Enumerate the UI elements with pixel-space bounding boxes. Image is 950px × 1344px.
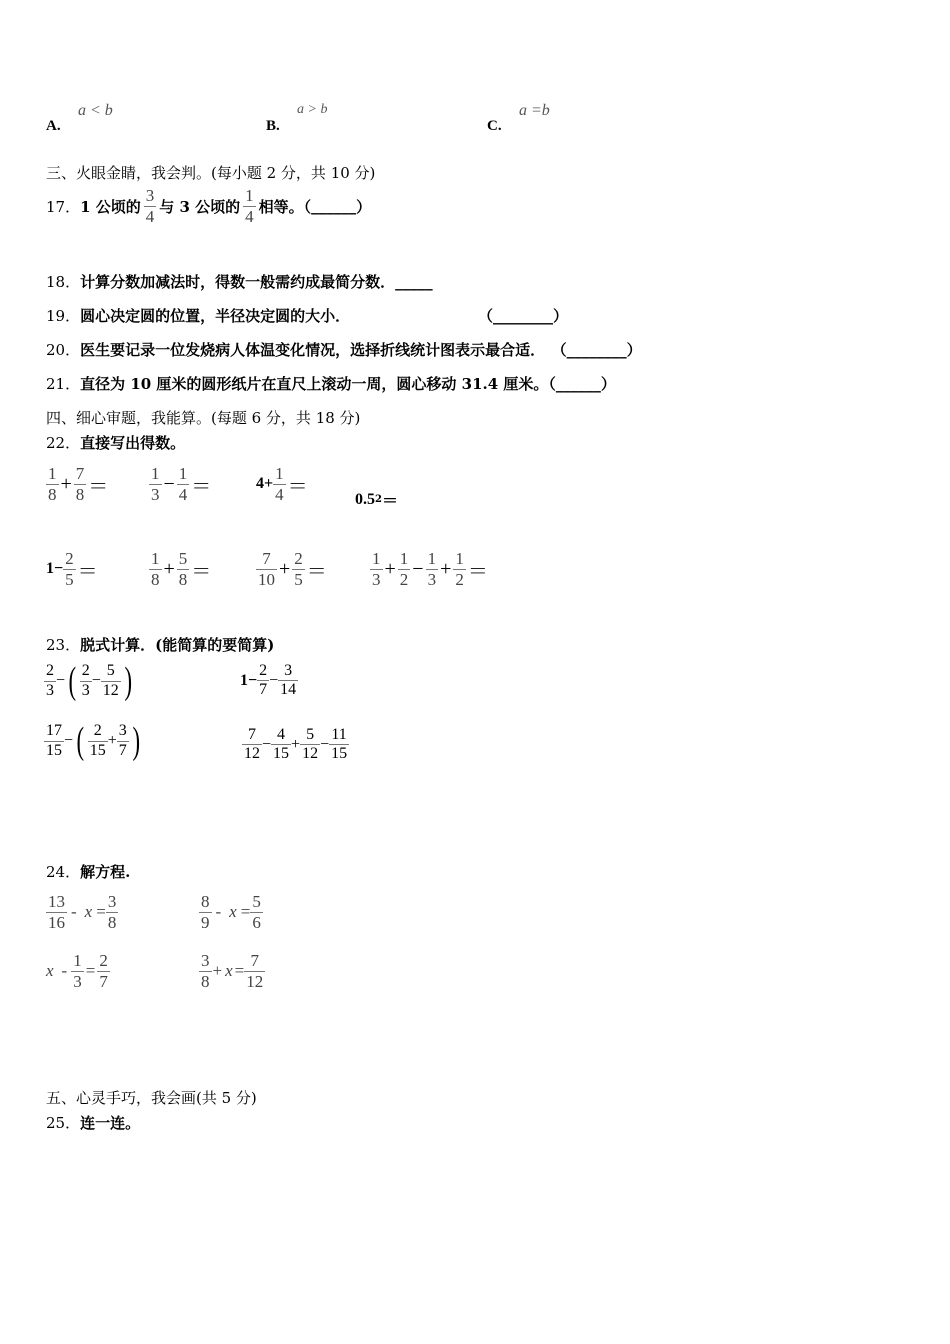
q21-answer-blank[interactable]: ______ — [555, 375, 601, 393]
q21-close: ） — [600, 375, 616, 393]
q19-open: （ — [478, 307, 494, 325]
option-c-expr: a =b — [519, 102, 550, 119]
q22-expr-5: 1− $\frac{2}{5}$ ＝ — [46, 549, 98, 589]
option-b-label: B. — [266, 118, 280, 134]
q23-number: 23． — [46, 636, 81, 654]
question-20 — [46, 339, 642, 360]
q23-expr-4: $\frac{7}{12}$ − $\frac{4}{15}$ + $\frac{5}{12}$ − $\frac{11}{15}$ — [244, 726, 348, 763]
q17-part2: 与 3 公顷的 — [159, 197, 241, 216]
q20-close: ） — [626, 341, 642, 359]
q23-expr-3: $\frac{17}{15}$ − ( $\frac{2}{15}$ + $\frac{3}{7}$ ) — [46, 720, 140, 762]
q23-expr-1: $\frac{2}{3}$ − ( $\frac{2}{3}$ − $\frac{5}{12}$ ) — [46, 660, 132, 702]
q24-equation-4: $\frac{3}{8}$ + x = $\frac{7}{12}$ — [201, 951, 264, 991]
q19-number: 19． — [46, 307, 81, 325]
q22-expr-1: $\frac{1}{8}$ + $\frac{7}{8}$ ＝ — [48, 464, 109, 504]
q22-expr-6: $\frac{1}{8}$ + $\frac{5}{8}$ ＝ — [151, 549, 212, 589]
option-a — [46, 116, 61, 135]
question-24 — [46, 861, 130, 882]
question-22 — [46, 432, 185, 453]
q22-expr-2: $\frac{1}{3}$ − $\frac{1}{4}$ ＝ — [151, 464, 212, 504]
option-c-label: C. — [487, 118, 502, 134]
section-4-title: 四、细心审题，我能算。(每题 6 分，共 18 分) — [46, 409, 361, 427]
question-21 — [46, 373, 616, 394]
q24-equation-1: $\frac{13}{16}$ - x = $\frac{3}{8}$ — [48, 892, 117, 932]
q24-number: 24． — [46, 863, 81, 881]
q22-text: 直接写出得数。 — [80, 434, 186, 452]
option-b — [266, 116, 280, 135]
q22-expr-8: $\frac{1}{3}$ + $\frac{1}{2}$ − $\frac{1}{3}$ + $\frac{1}{2}$ ＝ — [372, 549, 488, 589]
q17-part1: 1 公顷的 — [80, 197, 141, 216]
q17-close: ） — [356, 197, 372, 216]
q22-number: 22． — [46, 434, 81, 452]
q24-text: 解方程. — [80, 863, 131, 881]
question-19 — [46, 305, 350, 326]
q22-expr-7: $\frac{7}{10}$ + $\frac{2}{5}$ ＝ — [258, 549, 327, 589]
q18-number: 18． — [46, 273, 81, 291]
q21-number: 21． — [46, 375, 81, 393]
question-17 — [46, 186, 371, 226]
option-a-label: A. — [46, 118, 61, 134]
q20-number: 20． — [46, 341, 81, 359]
q17-number: 17． — [46, 197, 81, 216]
section-5-title: 五、心灵手巧，我会画(共 5 分) — [46, 1089, 257, 1107]
q18-answer-blank[interactable]: _____ — [395, 273, 433, 291]
question-18 — [46, 271, 433, 292]
q19-close: ） — [553, 307, 569, 325]
q21-text: 直径为 10 厘米的圆形纸片在直尺上滚动一周，圆心移动 31.4 厘米。（ — [80, 375, 556, 393]
q17-answer-blank[interactable]: ______ — [311, 197, 357, 216]
q18-text: 计算分数加减法时，得数一般需约成最简分数． — [80, 273, 396, 291]
q23-expr-2: 1− $\frac{2}{7}$ − $\frac{3}{14}$ — [240, 662, 297, 699]
option-a-expr: a < b — [78, 102, 113, 119]
option-c — [487, 116, 502, 135]
q19-answer — [478, 305, 568, 326]
q24-equation-3: x - $\frac{1}{3}$ = $\frac{2}{7}$ — [46, 951, 108, 991]
option-b-expr: a > b — [297, 102, 328, 117]
q20-text: 医生要记录一位发烧病人体温变化情况，选择折线统计图表示最合适． — [80, 341, 546, 359]
q20-open: （ — [559, 341, 567, 359]
q20-answer-blank[interactable]: ________ — [566, 341, 627, 359]
q19-answer-blank[interactable]: ________ — [493, 307, 554, 325]
q22-expr-3: 4+ $\frac{1}{4}$ ＝ — [256, 464, 308, 504]
q22-expr-4: 0.5 2 ＝ — [355, 490, 398, 510]
question-25 — [46, 1112, 140, 1133]
q19-text: 圆心决定圆的位置，半径决定圆的大小． — [80, 307, 351, 325]
question-23 — [46, 634, 274, 655]
q25-text: 连一连。 — [80, 1114, 141, 1132]
q25-number: 25． — [46, 1114, 81, 1132]
q17-part3: 相等。（ — [258, 197, 312, 216]
q17-fraction-1: $\frac{3}{4}$ — [145, 186, 155, 226]
section-3-title: 三、火眼金睛，我会判。(每小题 2 分，共 10 分) — [46, 164, 376, 182]
q23-text: 脱式计算．(能简算的要简算) — [80, 636, 275, 654]
q24-equation-2: $\frac{8}{9}$ - x = $\frac{5}{6}$ — [201, 892, 261, 932]
q17-fraction-2: $\frac{1}{4}$ — [245, 186, 254, 226]
